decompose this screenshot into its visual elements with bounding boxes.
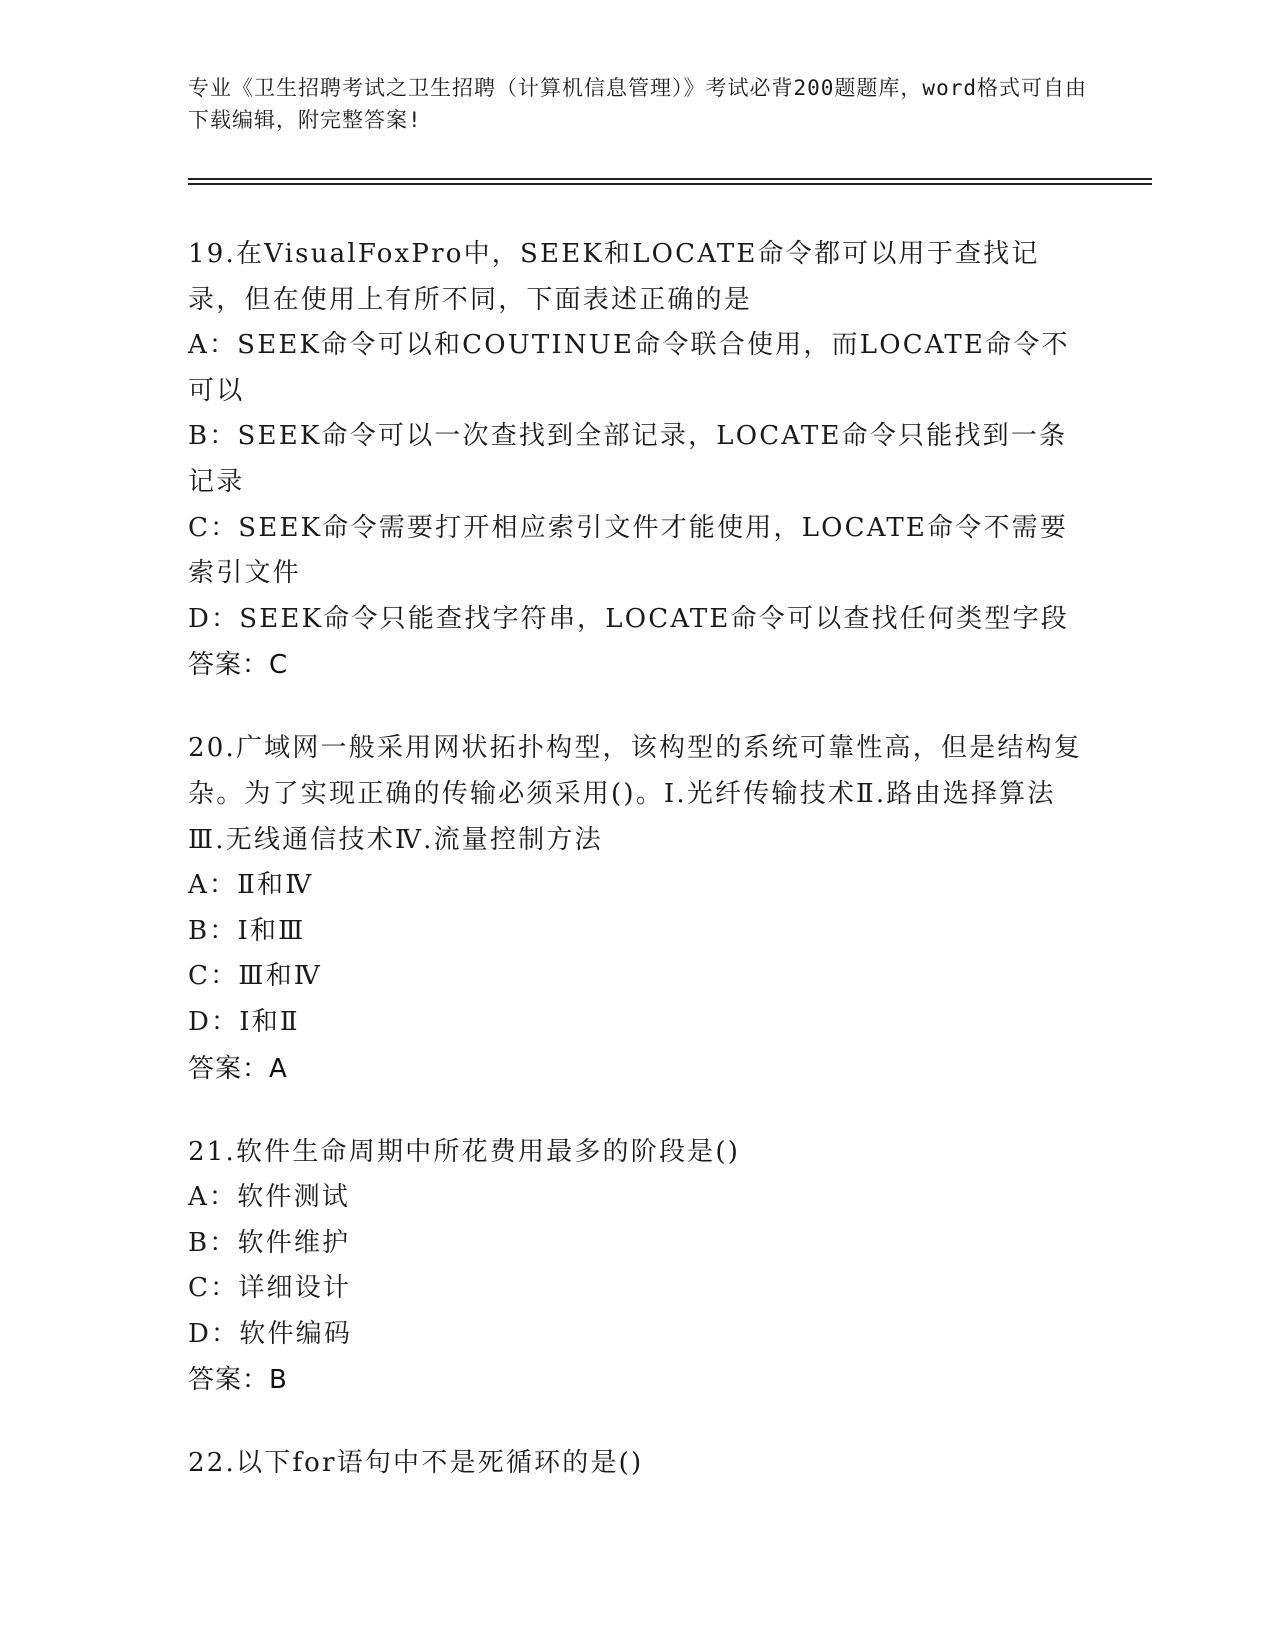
option-b: B：Ⅰ和Ⅲ xyxy=(188,915,306,946)
question-stem: 21.软件生命周期中所花费用最多的阶段是() xyxy=(188,1136,741,1167)
option-d: D：SEEK命令只能查找字符串，LOCATE命令可以查找任何类型字段 xyxy=(188,603,1069,634)
option-c: C：Ⅲ和Ⅳ xyxy=(188,961,322,992)
option-b: B：软件维护 xyxy=(188,1227,351,1258)
question-list xyxy=(188,232,1088,1525)
answer-label: 答案：C xyxy=(188,650,289,681)
option-c: C：详细设计 xyxy=(188,1273,352,1304)
header-divider-top xyxy=(188,178,1152,180)
answer-label: 答案：A xyxy=(188,1053,288,1084)
question-stem: 22.以下for语句中不是死循环的是() xyxy=(188,1448,644,1479)
option-c: C：SEEK命令需要打开相应索引文件才能使用，LOCATE命令不需要索引文件 xyxy=(188,512,1069,589)
question-21 xyxy=(188,1130,1088,1404)
option-b: B：SEEK命令可以一次查找到全部记录，LOCATE命令只能找到一条记录 xyxy=(188,421,1068,497)
document-header: 专业《卫生招聘考试之卫生招聘（计算机信息管理）》考试必背200题题库，word格式可自由下载编辑，附完整答案! xyxy=(188,76,1087,132)
answer-label: 答案：B xyxy=(188,1365,288,1396)
question-20 xyxy=(188,726,1088,1091)
option-d: D：Ⅰ和Ⅱ xyxy=(188,1006,300,1037)
header-divider-bottom xyxy=(188,183,1152,185)
option-d: D：软件编码 xyxy=(188,1318,353,1349)
option-a: A：软件测试 xyxy=(188,1182,350,1213)
question-stem: 20.广域网一般采用网状拓扑构型，该构型的系统可靠性高，但是结构复杂。为了实现正确的传输必须采用()。Ⅰ.光纤传输技术Ⅱ.路由选择算法Ⅲ.无线通信技术Ⅳ.流量控制方法 xyxy=(188,733,1082,855)
question-stem: 19.在VisualFoxPro中，SEEK和LOCATE命令都可以用于查找记录，但在使用上有所不同，下面表述正确的是 xyxy=(188,239,1040,315)
question-22 xyxy=(188,1441,1088,1487)
option-a: A：Ⅱ和Ⅳ xyxy=(188,870,314,901)
option-a: A：SEEK命令可以和COUTINUE命令联合使用，而LOCATE命令不可以 xyxy=(188,330,1070,406)
question-19 xyxy=(188,232,1088,688)
